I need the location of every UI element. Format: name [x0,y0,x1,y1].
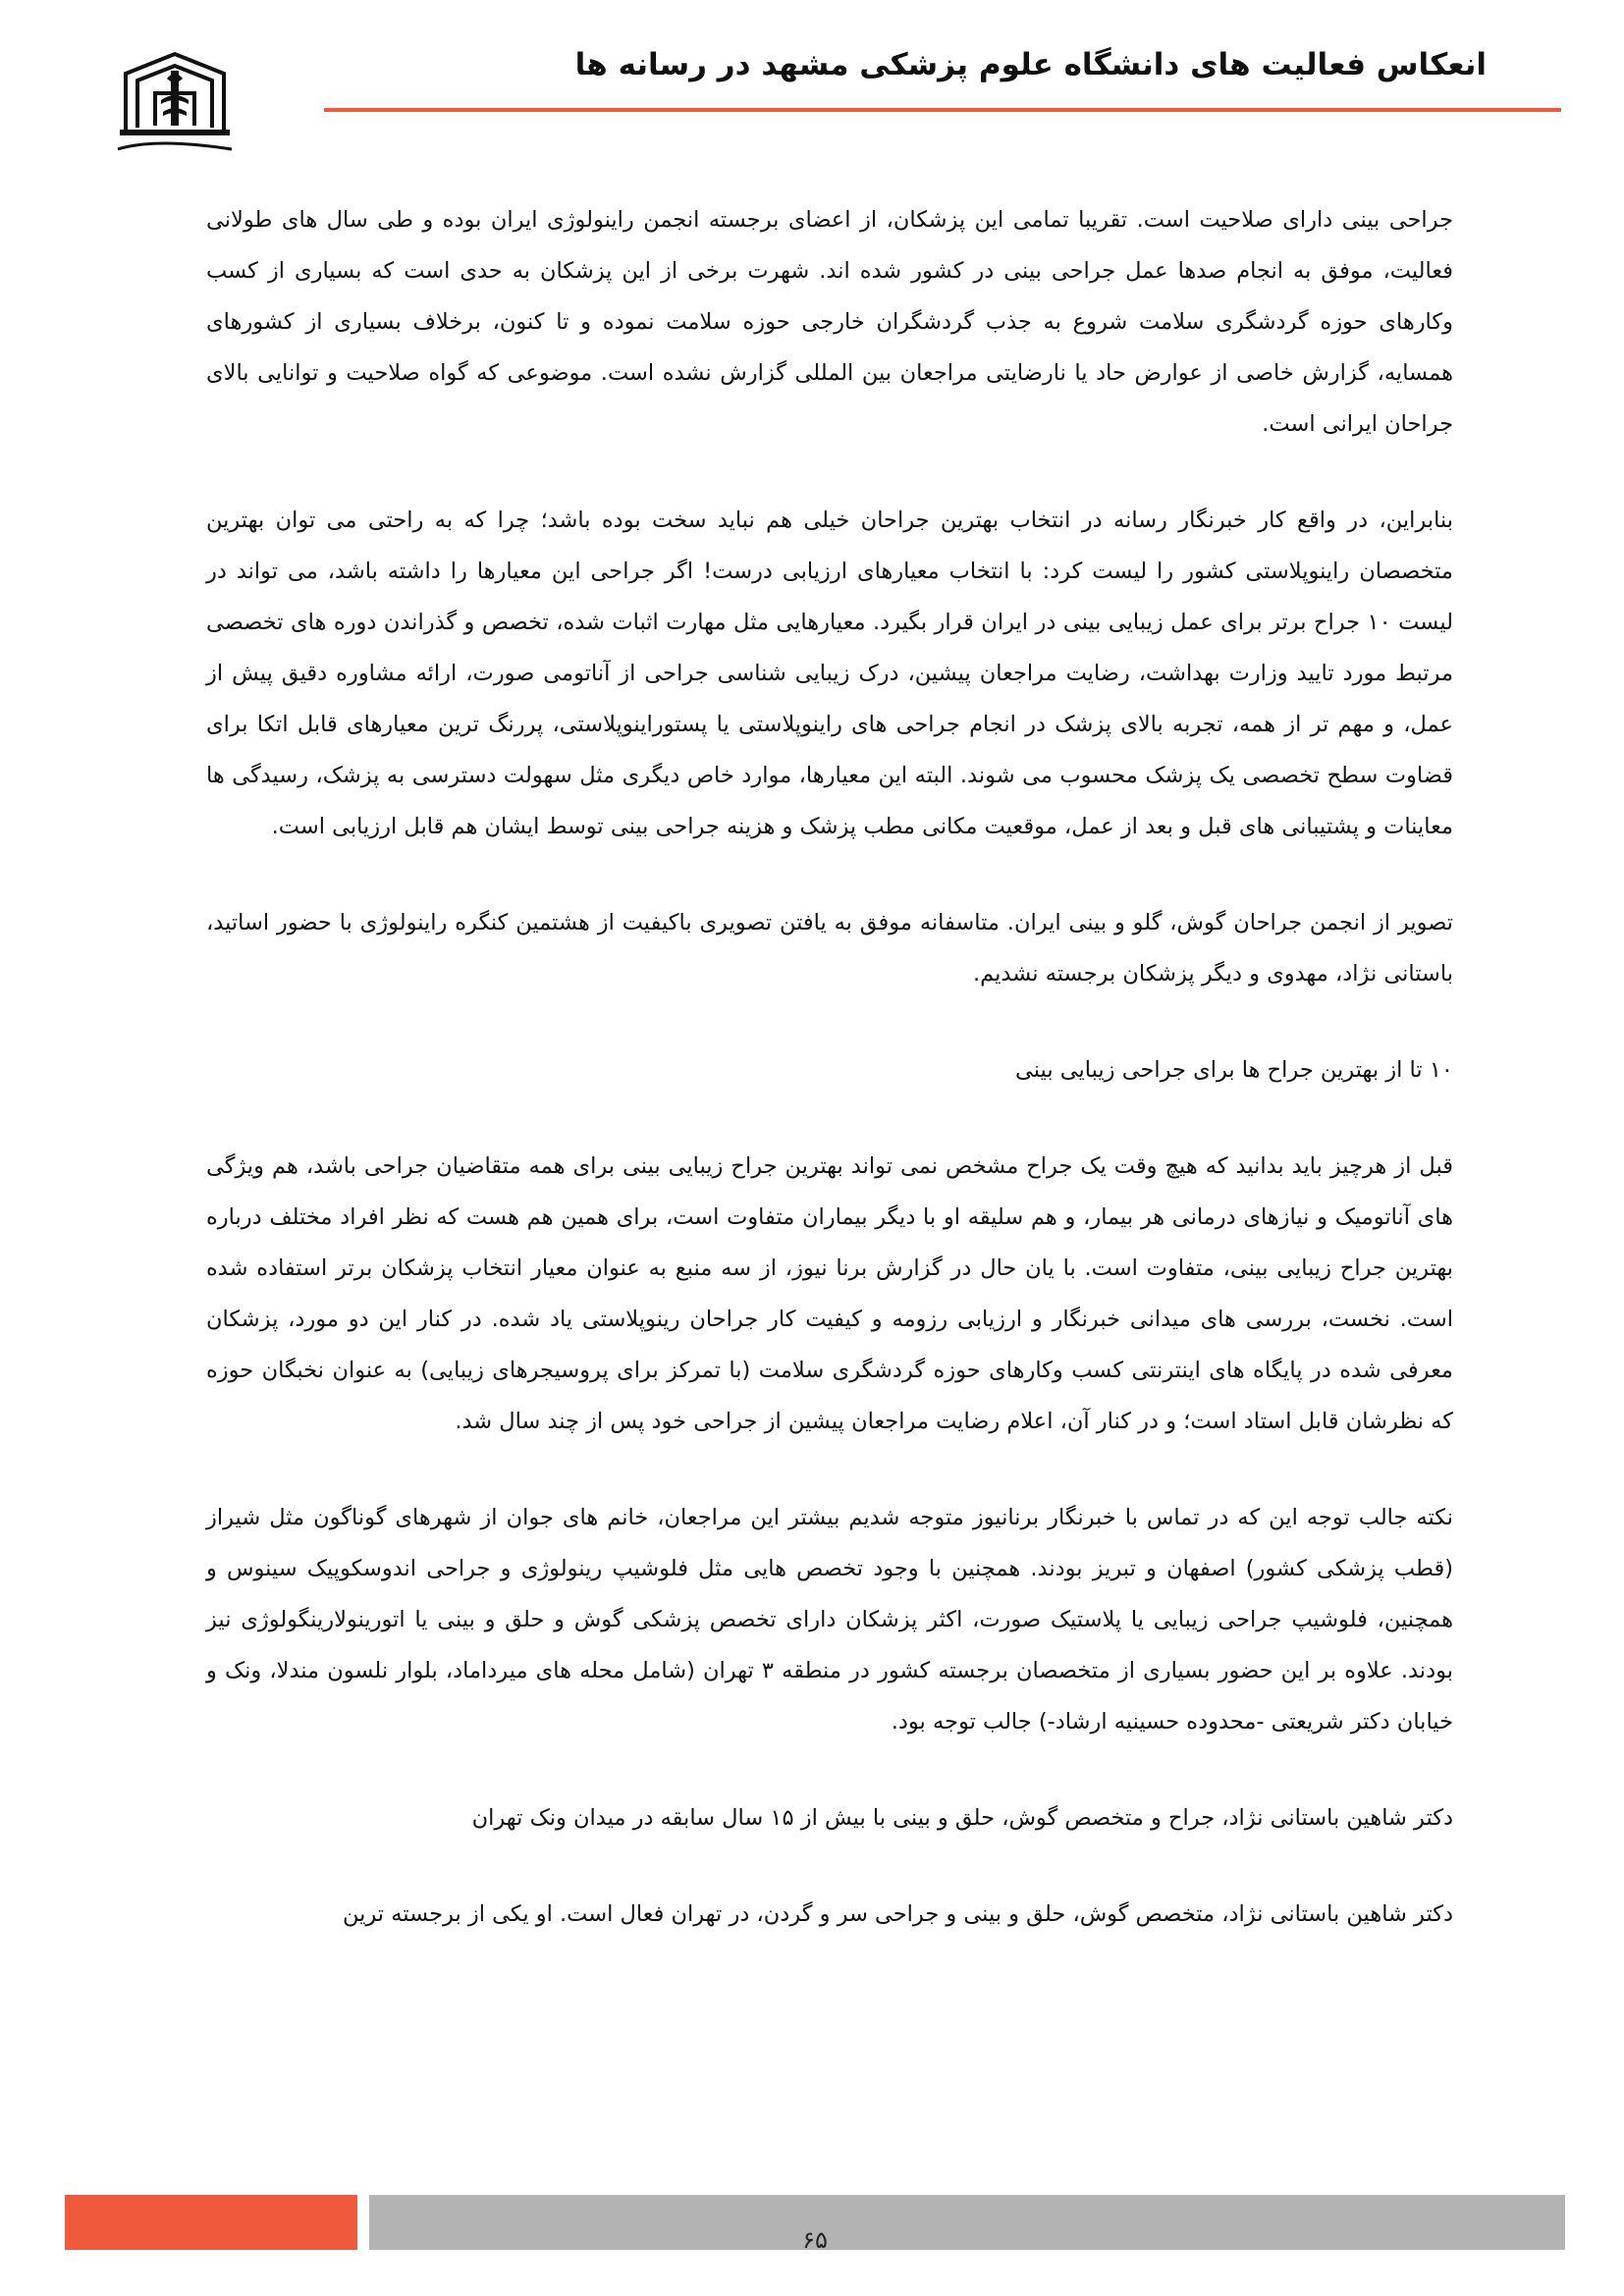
section-heading: ۱۰ تا از بهترین جراح ها برای جراحی زیبایی بینی [1015,1057,1453,1083]
university-logo-icon [106,39,244,167]
paragraph: دکتر شاهین باستانی نژاد، جراح و متخصص گوش، حلق و بینی با بیش از ۱۵ سال سابقه در میدان ونک تهران [471,1805,1453,1831]
paragraph: قبل از هرچیز باید بدانید که هیچ وقت یک جراح مشخص نمی تواند بهترین جراح زیبایی بینی برای همه متقاضیان جراحی باشد، هم ویژگی های آناتومیک و نیازهای درمانی هر بیمار، و هم سلیقه او با دیگر بیماران متفاوت است، برای همین هم هست که نظر افراد مختلف درباره بهترین جراح زیبایی بینی، متفاوت است. با یان حال در گزارش برنا نیوز، از سه منبع به عنوان معیار انتخاب پزشکان برتر استفاده شده است. نخست، بررسی های میدانی خبرنگار و ارزیابی رزومه و کیفیت کار جراحان رینوپلاستی یاد شده. در کنار این دو مورد، پزشکان معرفی شده در پایگاه های اینترنتی کسب وکارهای حوزه گردشگری سلامت (با تمرکز برای پروسیجرهای زیبایی) به عنوان نخبگان حوزه که نظرشان قابل استاد است؛ و در کنار آن، اعلام رضایت مراجعان پیشین از جراحی خود پس از چند سال شد. [206,1153,1453,1434]
page-header-title: انعکاس فعالیت های دانشگاه علوم پزشکی مشهد در رسانه ها [574,47,1487,82]
paragraph: نکته جالب توجه این که در تماس با خبرنگار برنانیوز متوجه شدیم بیشتر این مراجعان، خانم های جوان از شهرهای گوناگون مثل شیراز (قطب پزشکی کشور) اصفهان و تبریز بودند. همچنین با وجود تخصص هایی مثل فلوشیپ رینولوژی و جراحی اندوسکوپیک سینوس و همچنین، فلوشیپ جراحی زیبایی یا پلاستیک صورت، اکثر پزشکان دارای تخصص پزشکی گوش و حلق و بینی یا اتورینولارینگولوژی نیز بودند. علاوه بر این حضور بسیاری از متخصصان برجسته کشور در منطقه ۳ تهران (شامل محله های میرداماد، بلوار نلسون مندلا، ونک و خیابان دکتر شریعتی -محدوده حسینیه ارشاد-) جالب توجه بود. [206,1505,1453,1735]
paragraph: تصویر از انجمن جراحان گوش، گلو و بینی ایران. متاسفانه موفق به یافتن تصویری باکیفیت از هشتمین کنگره راینولوژی با حضور اساتید، باستانی نژاد، مهدوی و دیگر پزشکان برجسته نشدیم. [206,910,1453,987]
paragraph: جراحی بینی دارای صلاحیت است. تقریبا تمامی این پزشکان، از اعضای برجسته انجمن راینولوژی ایران بوده و طی سال های طولانی فعالیت، موفق به انجام صدها عمل جراحی بینی در کشور شده اند. شهرت برخی از این پزشکان به حدی است که بسیاری از کسب وکارهای حوزه گردشگری سلامت شروع به جذب گردشگران خارجی حوزه سلامت نموده و تا کنون، برخلاف بسیاری از کشورهای همسایه، گزارش خاصی از عوارض حاد یا نارضایتی مراجعان بین المللی گزارش نشده است. موضوعی که گواه صلاحیت و توانایی بالای جراحان ایرانی است. [206,207,1453,437]
header-divider [324,108,1561,112]
footer-accent-bar [65,2195,357,2250]
paragraph: بنابراین، در واقع کار خبرنگار رسانه در انتخاب بهترین جراحان خیلی هم نباید سخت بوده باشد؛ چرا که به راحتی می توان بهترین متخصصان راینوپلاستی کشور را لیست کرد: با انتخاب معیارهای ارزیابی درست! اگر جراحی این معیارها را داشته باشد، می تواند در لیست ۱۰ جراح برتر برای عمل زیبایی بینی در ایران قرار بگیرد. معیارهایی مثل مهارت اثبات شده، تخصص و گذراندن دوره های تخصصی مرتبط مورد تایید وزارت بهداشت، رضایت مراجعان پیشین، درک زیبایی شناسی جراحی از آناتومی صورت، ارائه مشاوره دقیق پیش از عمل، و مهم تر از همه، تجربه بالای پزشک در انجام جراحی های راینوپلاستی یا پستوراینوپلاستی، پررنگ ترین معیارهای قابل اتکا برای قضاوت سطح تخصصی یک پزشک محسوب می شوند. البته این معیارها، موارد خاص دیگری مثل سهولت دسترسی به پزشک، رسیدگی ها معاینات و پشتیبانی های قبل و بعد از عمل، موقعیت مکانی مطب پزشک و هزینه جراحی بینی توسط ایشان هم قابل ارزیابی است. [206,507,1453,839]
paragraph: دکتر شاهین باستانی نژاد، متخصص گوش، حلق و بینی و جراحی سر و گردن، در تهران فعال است. او یکی از برجسته ترین [343,1901,1453,1927]
footer-bar [369,2195,1565,2250]
page-number: ۶۵ [802,2226,828,2254]
document-body [206,194,1453,1940]
